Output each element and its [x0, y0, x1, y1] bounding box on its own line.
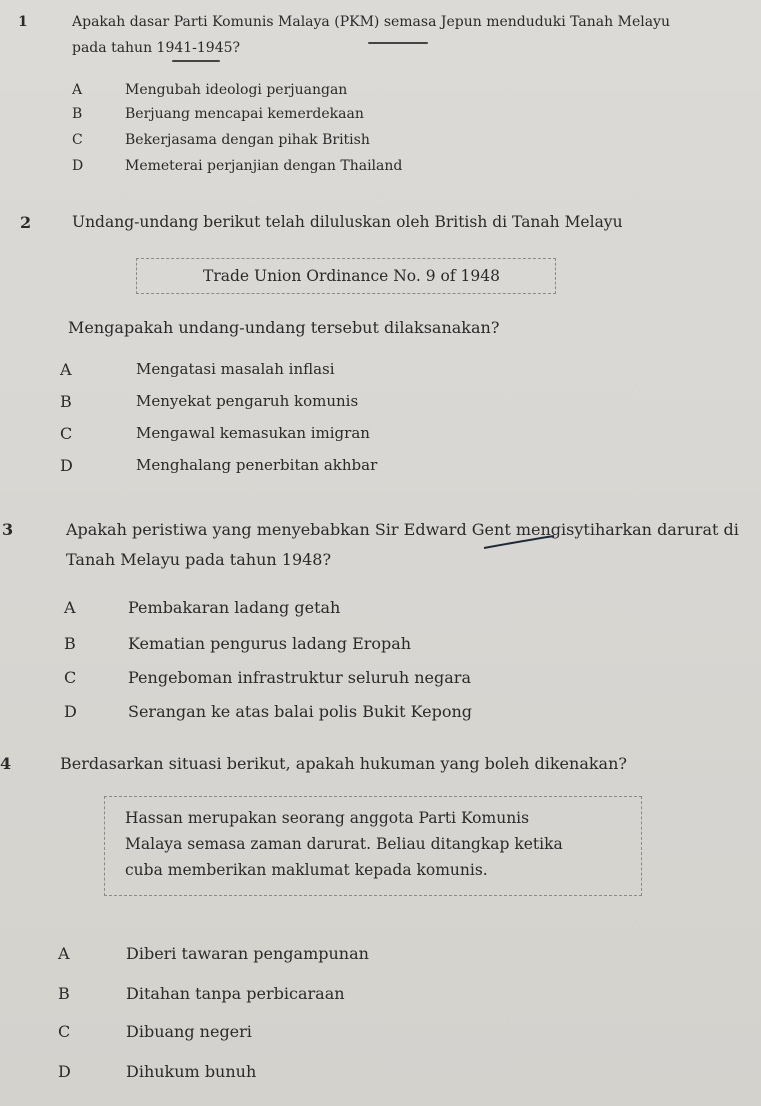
option-text: Mengatasi masalah inflasi — [136, 360, 335, 378]
option-letter: D — [72, 158, 84, 174]
question-stem: Berdasarkan situasi berikut, apakah hukuman yang boleh dikenakan? — [60, 754, 627, 773]
question-stem-line-2: pada tahun 1941-1945? — [72, 40, 241, 56]
option-letter: C — [58, 1022, 71, 1041]
option-letter: C — [60, 424, 73, 443]
question-number: 2 — [20, 213, 32, 232]
option-letter: C — [72, 132, 83, 148]
question-number: 4 — [0, 754, 12, 773]
option-letter: B — [58, 984, 70, 1003]
situation-line-2: Malaya semasa zaman darurat. Beliau ditangkap ketika — [125, 835, 563, 853]
option-text: Dibuang negeri — [126, 1022, 252, 1041]
pen-underline-mark — [172, 60, 220, 62]
option-letter: A — [64, 598, 76, 617]
question-stem: Undang-undang berikut telah diluluskan oleh British di Tanah Melayu — [72, 213, 623, 231]
option-letter: D — [58, 1062, 71, 1081]
question-number: 3 — [2, 520, 14, 539]
option-text: Dihukum bunuh — [126, 1062, 257, 1081]
option-text: Menghalang penerbitan akhbar — [136, 456, 378, 474]
option-letter: A — [60, 360, 72, 379]
option-letter: A — [72, 82, 83, 98]
option-text: Berjuang mencapai kemerdekaan — [125, 106, 364, 122]
option-letter: B — [60, 392, 72, 411]
option-letter: C — [64, 668, 77, 687]
question-prompt: Mengapakah undang-undang tersebut dilaksanakan? — [68, 318, 500, 337]
situation-line-3: cuba memberikan maklumat kepada komunis. — [125, 861, 488, 879]
option-text: Serangan ke atas balai polis Bukit Kepong — [128, 702, 472, 721]
option-text: Menyekat pengaruh komunis — [136, 392, 359, 410]
situation-line-1: Hassan merupakan seorang anggota Parti Komunis — [125, 809, 530, 827]
option-text: Mengawal kemasukan imigran — [136, 424, 370, 442]
question-stem-line-1: Apakah peristiwa yang menyebabkan Sir Edward Gent mengisytiharkan darurat di — [66, 520, 739, 539]
option-text: Mengubah ideologi perjuangan — [125, 82, 348, 98]
question-number: 1 — [18, 14, 28, 30]
pen-underline-mark — [480, 530, 560, 554]
situation-box — [104, 796, 642, 896]
source-box-text: Trade Union Ordinance No. 9 of 1948 — [203, 267, 500, 285]
option-letter: B — [72, 106, 83, 122]
question-stem-line-2: Tanah Melayu pada tahun 1948? — [66, 550, 332, 569]
option-letter: D — [64, 702, 77, 721]
question-stem-line-1: Apakah dasar Parti Komunis Malaya (PKM) semasa Jepun menduduki Tanah Melayu — [72, 14, 670, 30]
source-box — [136, 258, 556, 294]
option-text: Kematian pengurus ladang Eropah — [128, 634, 412, 653]
option-text: Diberi tawaran pengampunan — [126, 944, 369, 963]
option-letter: B — [64, 634, 76, 653]
option-letter: A — [58, 944, 70, 963]
option-text: Memeterai perjanjian dengan Thailand — [125, 158, 403, 174]
option-text: Bekerjasama dengan pihak British — [125, 132, 370, 148]
pen-underline-mark — [368, 42, 428, 44]
option-letter: D — [60, 456, 73, 475]
option-text: Pembakaran ladang getah — [128, 598, 341, 617]
option-text: Pengeboman infrastruktur seluruh negara — [128, 668, 471, 687]
option-text: Ditahan tanpa perbicaraan — [126, 984, 345, 1003]
